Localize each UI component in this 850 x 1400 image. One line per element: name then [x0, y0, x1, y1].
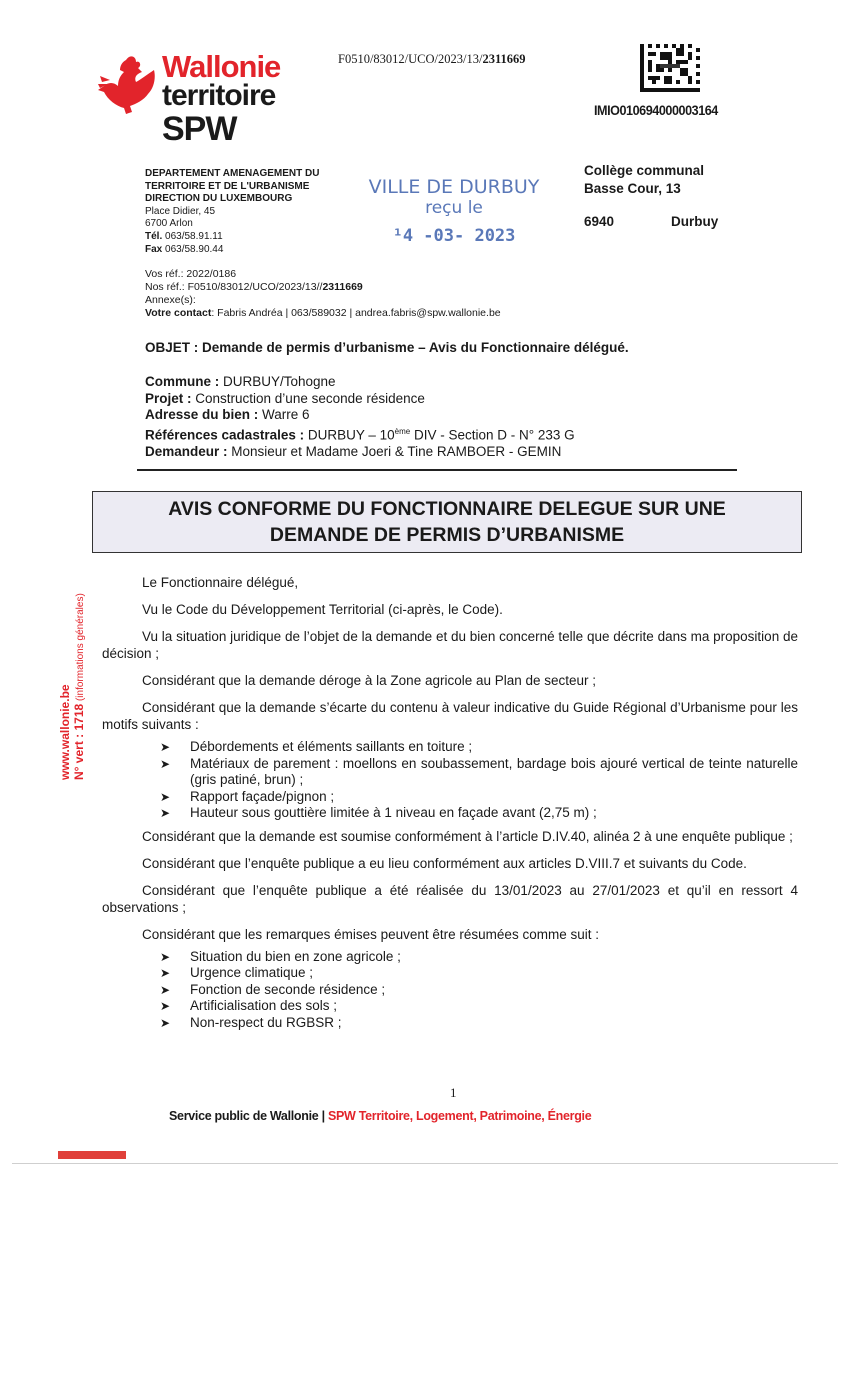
- remarks-list: [160, 949, 798, 1032]
- footer: [169, 1109, 591, 1123]
- list-item-text: Rapport façade/pignon ;: [190, 788, 335, 804]
- title-line: AVIS CONFORME DU FONCTIONNAIRE DELEGUE SUR UNE: [168, 498, 726, 520]
- arrow-bullet-icon: ➤: [160, 1015, 171, 1030]
- info-label: Commune :: [145, 374, 220, 389]
- footer-department: SPW Territoire, Logement, Patrimoine, Énergie: [327, 1109, 592, 1123]
- info-value: Warre 6: [258, 407, 310, 422]
- department-tel: [145, 231, 319, 244]
- list-item: [160, 965, 798, 982]
- stamp-date: ¹4 -03- 2023: [392, 226, 516, 246]
- contact-details: : Fabris Andréa | 063/589032 | andrea.fabris@spw.wallonie.be: [211, 307, 501, 319]
- department-line: DEPARTEMENT AMENAGEMENT DU: [145, 168, 320, 179]
- received-stamp: [354, 176, 554, 246]
- arrow-bullet-icon: ➤: [160, 740, 171, 754]
- contact-label: Votre contact: [145, 307, 212, 319]
- arrow-bullet-icon: ➤: [160, 966, 171, 980]
- body-paragraph: Considérant que la demande déroge à la Zone agricole au Plan de secteur ;: [142, 673, 597, 688]
- header-reference: [338, 52, 526, 67]
- stamp-received-label: reçu le: [425, 198, 483, 218]
- arrow-bullet-icon: ➤: [160, 982, 171, 997]
- info-value: DIV - Section D - N° 233 G: [410, 427, 575, 442]
- body-paragraph: Vu la situation juridique de l’objet de la demande et du bien concerné telle que décrite dans ma proposition de décision ;: [102, 629, 798, 661]
- body-paragraph: Le Fonctionnaire délégué,: [142, 575, 299, 590]
- list-item-text: Débordements et éléments saillants en toiture ;: [190, 739, 473, 754]
- nos-reference-prefix: Nos réf.: F0510/83012/UCO/2023/13//: [145, 281, 323, 293]
- list-item: [160, 998, 798, 1015]
- side-phone-label: N° vert : 1718: [72, 703, 86, 780]
- wallonie-territoire-logo: [162, 49, 281, 148]
- page-number: 1: [450, 1085, 457, 1100]
- list-item: [160, 756, 798, 789]
- body-paragraph: Considérant que la demande est soumise conformément à l’article D.IV.40, alinéa 2 à une enquête publique ;: [142, 828, 793, 844]
- info-value: Monsieur et Madame Joeri & Tine RAMBOER - GEMIN: [227, 443, 562, 459]
- nos-reference: [145, 281, 501, 294]
- list-item: [160, 949, 798, 966]
- info-projet: [145, 391, 575, 408]
- list-item-text: Matériaux de parement : moellons en soubassement, bardage bois ajouré vertical de teinte naturelle (gris patiné, brun) ;: [190, 755, 798, 787]
- list-item-text: Hauteur sous gouttière limitée à 1 niveau en façade avant (2,75 m) ;: [190, 805, 597, 820]
- arrow-bullet-icon: ➤: [160, 756, 171, 771]
- info-label: Demandeur :: [145, 443, 228, 459]
- recipient-city: Durbuy: [671, 214, 719, 229]
- department-address-block: [145, 168, 319, 256]
- body-paragraph: Considérant que l’enquête publique a eu lieu conformément aux articles D.VIII.7 et suivants du Code.: [142, 855, 747, 871]
- fax-label: Fax: [145, 243, 163, 255]
- list-item-text: Situation du bien en zone agricole ;: [190, 948, 401, 964]
- info-commune: [145, 374, 575, 391]
- logo-line-territoire: territoire: [162, 79, 276, 112]
- logo-line-wallonie: Wallonie: [162, 49, 281, 84]
- title-line: DEMANDE DE PERMIS D’URBANISME: [269, 524, 625, 546]
- info-demandeur: [145, 444, 575, 461]
- arrow-bullet-icon: ➤: [160, 789, 171, 804]
- contact-line: [145, 307, 501, 320]
- header-reference-prefix: F0510/83012/UCO/2023/13/: [338, 52, 483, 66]
- body-paragraph: Considérant que les remarques émises peuvent être résumées comme suit :: [142, 926, 599, 942]
- arrow-bullet-icon: ➤: [160, 949, 171, 964]
- footer-accent-bar: [58, 1151, 126, 1159]
- list-item: [160, 789, 798, 806]
- recipient-address: [584, 162, 704, 198]
- department-fax: [145, 244, 319, 257]
- vos-reference: Vos réf.: 2022/0186: [145, 268, 237, 280]
- side-phone-note: (informations générales): [75, 593, 86, 704]
- letter-body: [102, 574, 798, 1037]
- side-url: www.wallonie.be: [58, 684, 72, 780]
- page-edge: [12, 1163, 838, 1164]
- info-value: DURBUY – 10: [304, 427, 395, 442]
- body-paragraph: Considérant que l’enquête publique a été réalisée du 13/01/2023 au 27/01/2023 et qu’il en ressort 4 observations ;: [102, 882, 798, 915]
- annexes: Annexe(s):: [145, 294, 196, 306]
- info-value: DURBUY/Tohogne: [219, 374, 336, 389]
- header-reference-number: 2311669: [482, 52, 526, 66]
- info-label: Adresse du bien :: [145, 407, 259, 422]
- department-line: DIRECTION DU LUXEMBOURG: [145, 193, 293, 205]
- recipient-name: Collège communal: [584, 163, 705, 178]
- list-item-text: Fonction de seconde résidence ;: [190, 981, 386, 997]
- department-line: TERRITOIRE ET DE L'URBANISME: [145, 180, 310, 192]
- side-phone: [72, 593, 86, 780]
- document-title: [92, 491, 802, 553]
- list-item-text: Urgence climatique ;: [190, 965, 314, 980]
- info-adresse: [145, 407, 575, 424]
- arrow-bullet-icon: ➤: [160, 999, 171, 1013]
- list-item-text: Non-respect du RGBSR ;: [190, 1014, 342, 1030]
- datamatrix-barcode-icon: [640, 44, 700, 92]
- list-item-text: Artificialisation des sols ;: [190, 998, 338, 1013]
- barcode-id: IMIO010694000003164: [594, 102, 718, 118]
- tel-label: Tél.: [145, 230, 163, 242]
- info-label: Références cadastrales :: [145, 427, 305, 442]
- body-paragraph: Considérant que la demande s’écarte du contenu à valeur indicative du Guide Régional d’Urbanisme pour les motifs suivants :: [102, 700, 798, 732]
- stamp-city: VILLE DE DURBUY: [368, 176, 540, 198]
- letter-subject: OBJET : Demande de permis d’urbanisme – Avis du Fonctionnaire délégué.: [145, 340, 629, 355]
- project-info: [145, 374, 575, 460]
- list-item: [160, 982, 798, 999]
- department-street: Place Didier, 45: [145, 205, 216, 217]
- body-paragraph: Vu le Code du Développement Territorial (ci-après, le Code).: [142, 602, 503, 617]
- separator-line: [137, 469, 737, 471]
- tel-value: 063/58.91.11: [165, 230, 223, 242]
- info-value: Construction d’une seconde résidence: [191, 390, 425, 406]
- recipient-street: Basse Cour, 13: [584, 181, 681, 196]
- fax-value: 063/58.90.44: [165, 243, 224, 255]
- list-item: [160, 1015, 798, 1032]
- footer-org: Service public de Wallonie |: [169, 1109, 328, 1123]
- arrow-bullet-icon: ➤: [160, 806, 171, 820]
- deviation-list: [160, 739, 798, 822]
- info-label: Projet :: [145, 390, 192, 406]
- list-item: [160, 805, 798, 822]
- department-city: 6700 Arlon: [145, 218, 193, 230]
- nos-reference-number: 2311669: [322, 281, 363, 293]
- info-cadastre: [145, 424, 575, 444]
- info-sup: ème: [394, 426, 411, 436]
- references-block: [145, 268, 501, 320]
- logo-line-spw: SPW: [162, 110, 237, 148]
- recipient-postcode: 6940: [584, 214, 615, 229]
- list-item: [160, 739, 798, 756]
- wallonie-rooster-logo-icon: [96, 54, 160, 116]
